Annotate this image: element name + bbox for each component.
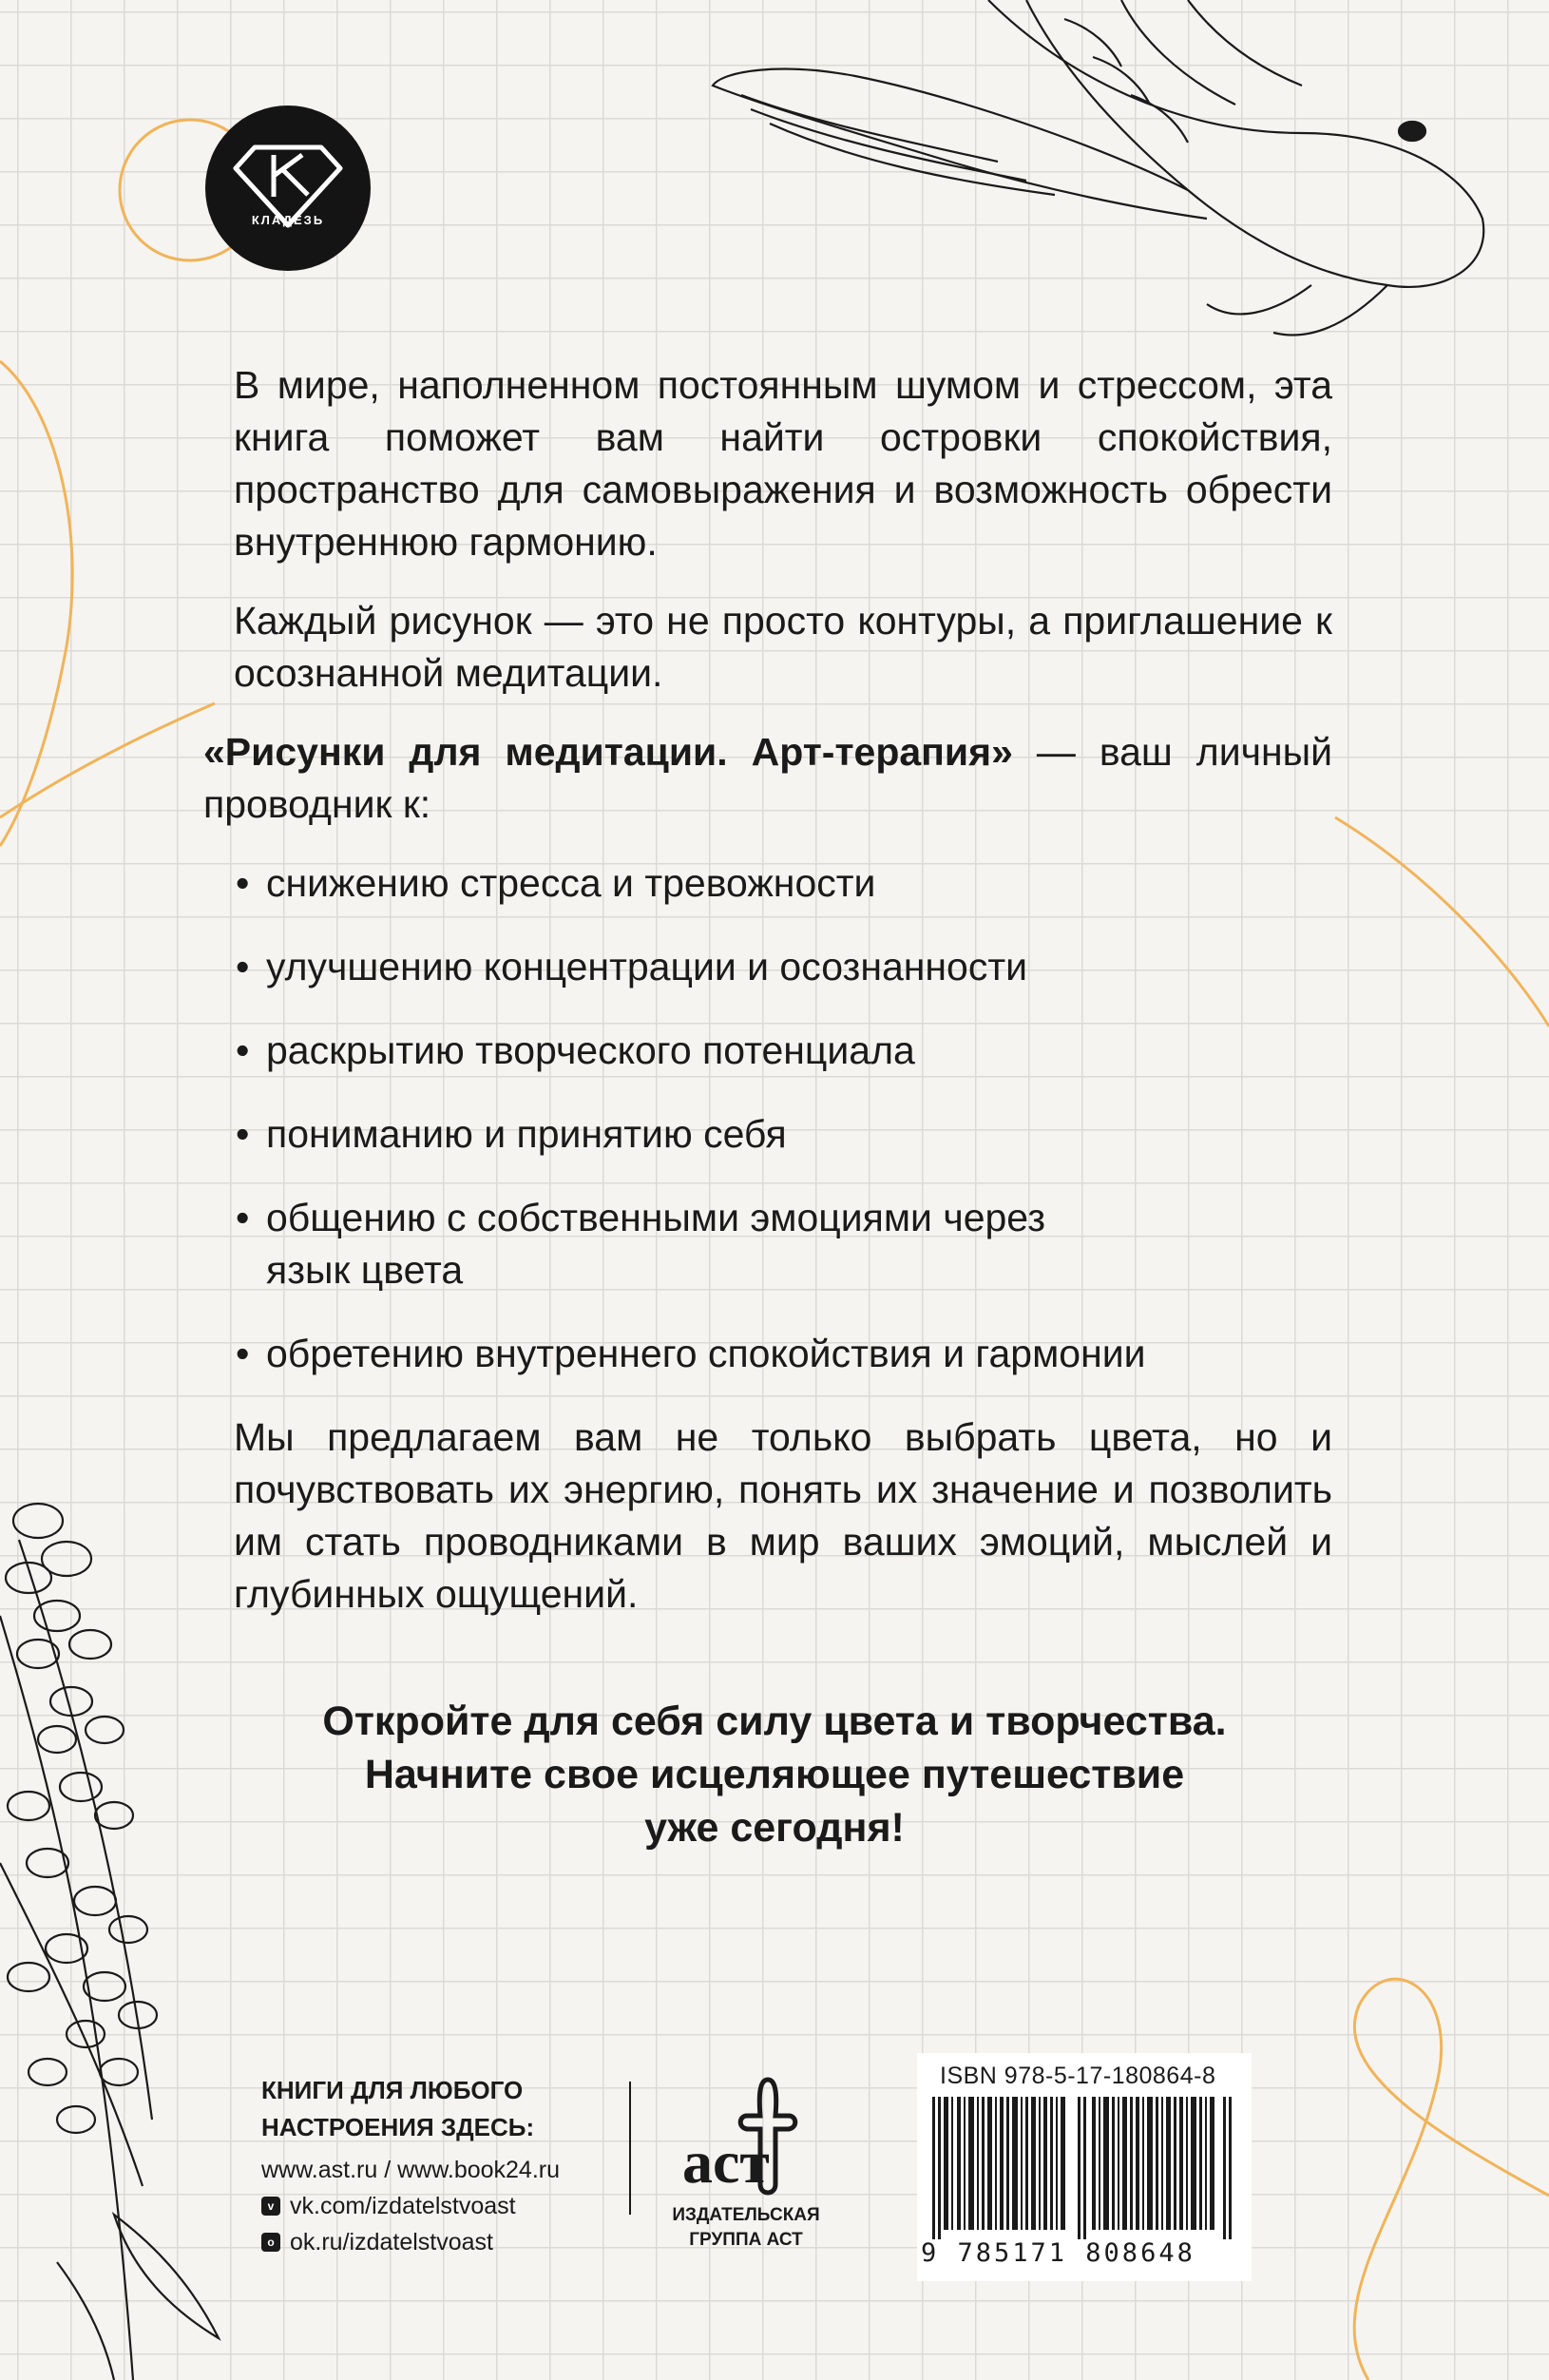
- vk-link[interactable]: [261, 2188, 560, 2224]
- accent-curve-left: [0, 361, 72, 846]
- vk-icon: v: [261, 2197, 280, 2216]
- publisher-line-1: ИЗДАТЕЛЬСКАЯ: [672, 2205, 820, 2225]
- publisher-line-2: ГРУППА АСТ: [689, 2230, 803, 2250]
- list-item: • общению с собственными эмоциями через язык цвета: [234, 1192, 1064, 1296]
- paragraph-3: Мы предлагаем вам не только выбрать цвета, но и почувствовать их энергию, понять их значение и позволить им стать проводниками в мир ваших эмоций, мыслей и глубинных ощущений.: [234, 1415, 1332, 1616]
- ok-link[interactable]: [261, 2224, 560, 2260]
- barcode-digits: 9 785171 808648: [921, 2238, 1195, 2268]
- footer-divider: [629, 2082, 631, 2215]
- ok-label: ok.ru/izdatelstvoast: [290, 2229, 493, 2255]
- accent-curve-right: [1335, 817, 1549, 1027]
- intro-rest: — ваш личный проводник к:: [203, 730, 1332, 826]
- list-item: • раскрытию творческого потенциала: [234, 1025, 1332, 1077]
- vk-label: vk.com/izdatelstvoast: [290, 2193, 516, 2219]
- kladez-logo: [205, 106, 371, 271]
- ast-logo-text: аст: [682, 2128, 770, 2196]
- description-text: [203, 359, 1332, 1647]
- paragraph-2: Каждый рисунок — это не просто контуры, а приглашение к осознанной медитации.: [234, 599, 1332, 695]
- benefits-list: [234, 857, 1332, 1380]
- footer-header-1: КНИГИ ДЛЯ ЛЮБОГО: [261, 2076, 524, 2104]
- koi-fish-illustration: [713, 0, 1483, 336]
- barcode-bars: [932, 2097, 1236, 2239]
- callout-line-2: Начните свое исцеляющее путешествие: [364, 1752, 1185, 1797]
- callout-line-3: уже сегодня!: [644, 1805, 905, 1851]
- accent-loop-right: [1354, 1979, 1549, 2380]
- list-item: • снижению стресса и тревожности: [234, 857, 1332, 910]
- diamond-k-icon: [205, 106, 371, 271]
- footer-links: [261, 2072, 560, 2260]
- ok-icon: o: [261, 2233, 280, 2252]
- websites-link[interactable]: www.ast.ru / www.book24.ru: [261, 2157, 561, 2183]
- callout-line-1: Откройте для себя силу цвета и творчества.: [322, 1699, 1227, 1744]
- list-item: • пониманию и принятию себя: [234, 1108, 1332, 1161]
- intro-paragraph: [203, 726, 1332, 831]
- publisher-caption: [656, 2203, 836, 2253]
- logo-label: КЛАДЕЗЬ: [251, 213, 325, 227]
- isbn-barcode: [917, 2053, 1252, 2281]
- list-item: • обретению внутреннего спокойствия и гармонии: [234, 1328, 1332, 1380]
- footer-header-2: НАСТРОЕНИЯ ЗДЕСЬ:: [261, 2113, 535, 2141]
- book-title: «Рисунки для медитации. Арт-терапия»: [203, 730, 1013, 774]
- isbn-label: ISBN 978-5-17-180864-8: [940, 2063, 1216, 2089]
- accent-line-left: [0, 703, 215, 817]
- callout: [152, 1695, 1397, 1854]
- paragraph-1: В мире, наполненном постоянным шумом и стрессом, эта книга поможет вам найти островки спокойствия, пространство для самовыражения и возможность обрести внутреннюю гармонию.: [234, 363, 1332, 564]
- list-item: • улучшению концентрации и осознанности: [234, 941, 1332, 993]
- lavender-illustration: [0, 1504, 219, 2380]
